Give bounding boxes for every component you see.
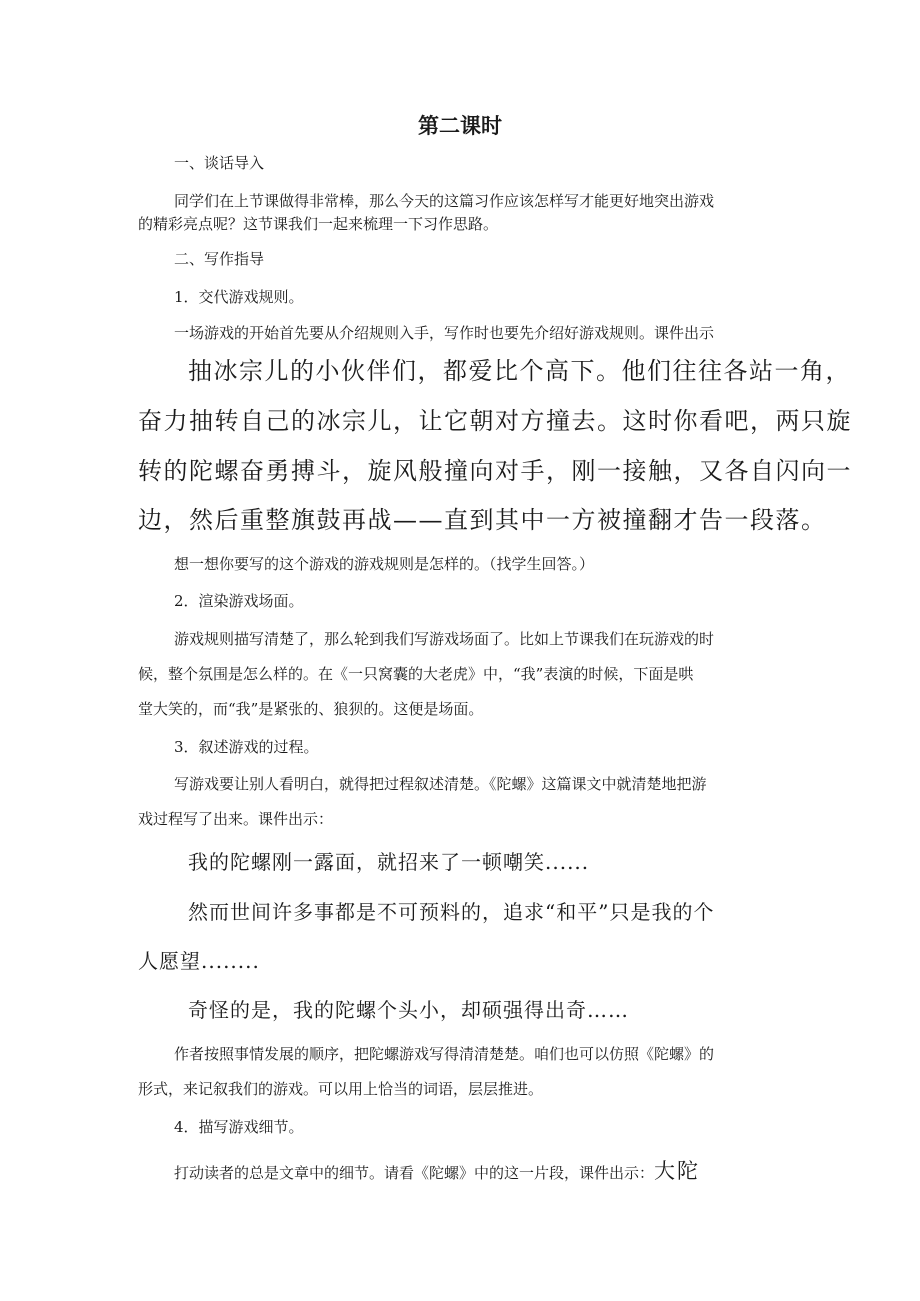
- page-title: 第二课时: [418, 114, 502, 138]
- paragraph-scene-line: 游戏规则描写清楚了，那么轮到我们写游戏场面了。比如上节课我们在玩游戏的时: [174, 630, 715, 648]
- item-heading-details: 4．描写游戏细节。: [174, 1118, 304, 1136]
- quote-line: 然而世间许多事都是不可预料的，追求“和平”只是我的个: [188, 900, 715, 924]
- paragraph-process-line: 写游戏要让别人看明白，就得把过程叙述清楚。《陀螺》这篇课文中就清楚地把游: [174, 775, 707, 793]
- paragraph-scene-line: 堂大笑的，而“我”是紧张的、狼狈的。这便是场面。: [138, 700, 484, 718]
- paragraph-intro-line: 的精彩亮点呢？这节课我们一起来梳理一下习作思路。: [138, 215, 499, 233]
- paragraph-scene-line: 候，整个氛围是怎么样的。在《一只窝囊的大老虎》中，“我”表演的时候，下面是哄: [138, 665, 694, 683]
- paragraph-after-quote-line: 形式，来记叙我们的游戏。可以用上恰当的词语，层层推进。: [138, 1080, 544, 1098]
- paragraph-details: [174, 1160, 700, 1184]
- item-heading-scene: 2．渲染游戏场面。: [174, 592, 304, 610]
- paragraph-rules: 一场游戏的开始首先要从介绍规则入手，写作时也要先介绍好游戏规则。课件出示: [174, 324, 715, 342]
- paragraph-details-text: 打动读者的总是文章中的细节。请看《陀螺》中的这一片段，课件出示：: [174, 1164, 655, 1182]
- paragraph-after-quote-line: 作者按照事情发展的顺序，把陀螺游戏写得清清楚楚。咱们也可以仿照《陀螺》的: [174, 1045, 715, 1063]
- paragraph-question: 想一想你要写的这个游戏的游戏规则是怎样的。（找学生回答。）: [174, 555, 595, 573]
- quote-line: 边，然后重整旗鼓再战——直到其中一方被撞翻才告一段落。: [138, 506, 827, 534]
- quote-line: 我的陀螺刚一露面，就招来了一顿嘲笑......: [188, 850, 590, 874]
- quote-line: 奋力抽转自己的冰宗儿，让它朝对方撞去。这时你看吧，两只旋: [138, 407, 852, 435]
- section-heading-intro: 一、谈话导入: [174, 154, 265, 172]
- paragraph-intro-line: 同学们在上节课做得非常棒，那么今天的这篇习作应该怎样写才能更好地突出游戏: [174, 192, 715, 210]
- item-heading-process: 3．叙述游戏的过程。: [174, 738, 319, 756]
- quote-line: 转的陀螺奋勇搏斗，旋风般撞向对手，刚一接触，又各自闪向一: [138, 457, 852, 485]
- item-heading-rules: 1．交代游戏规则。: [174, 288, 304, 306]
- paragraph-process-line: 戏过程写了出来。课件出示：: [138, 810, 334, 828]
- quote-line: 人愿望........: [138, 949, 260, 973]
- paragraph-details-tail: 大陀: [654, 1159, 701, 1183]
- quote-line: 奇怪的是，我的陀螺个头小，却硕强得出奇……: [188, 998, 629, 1022]
- quote-line: 抽冰宗儿的小伙伴们，都爱比个高下。他们往往各站一角，: [188, 357, 851, 385]
- section-heading-guide: 二、写作指导: [174, 250, 265, 268]
